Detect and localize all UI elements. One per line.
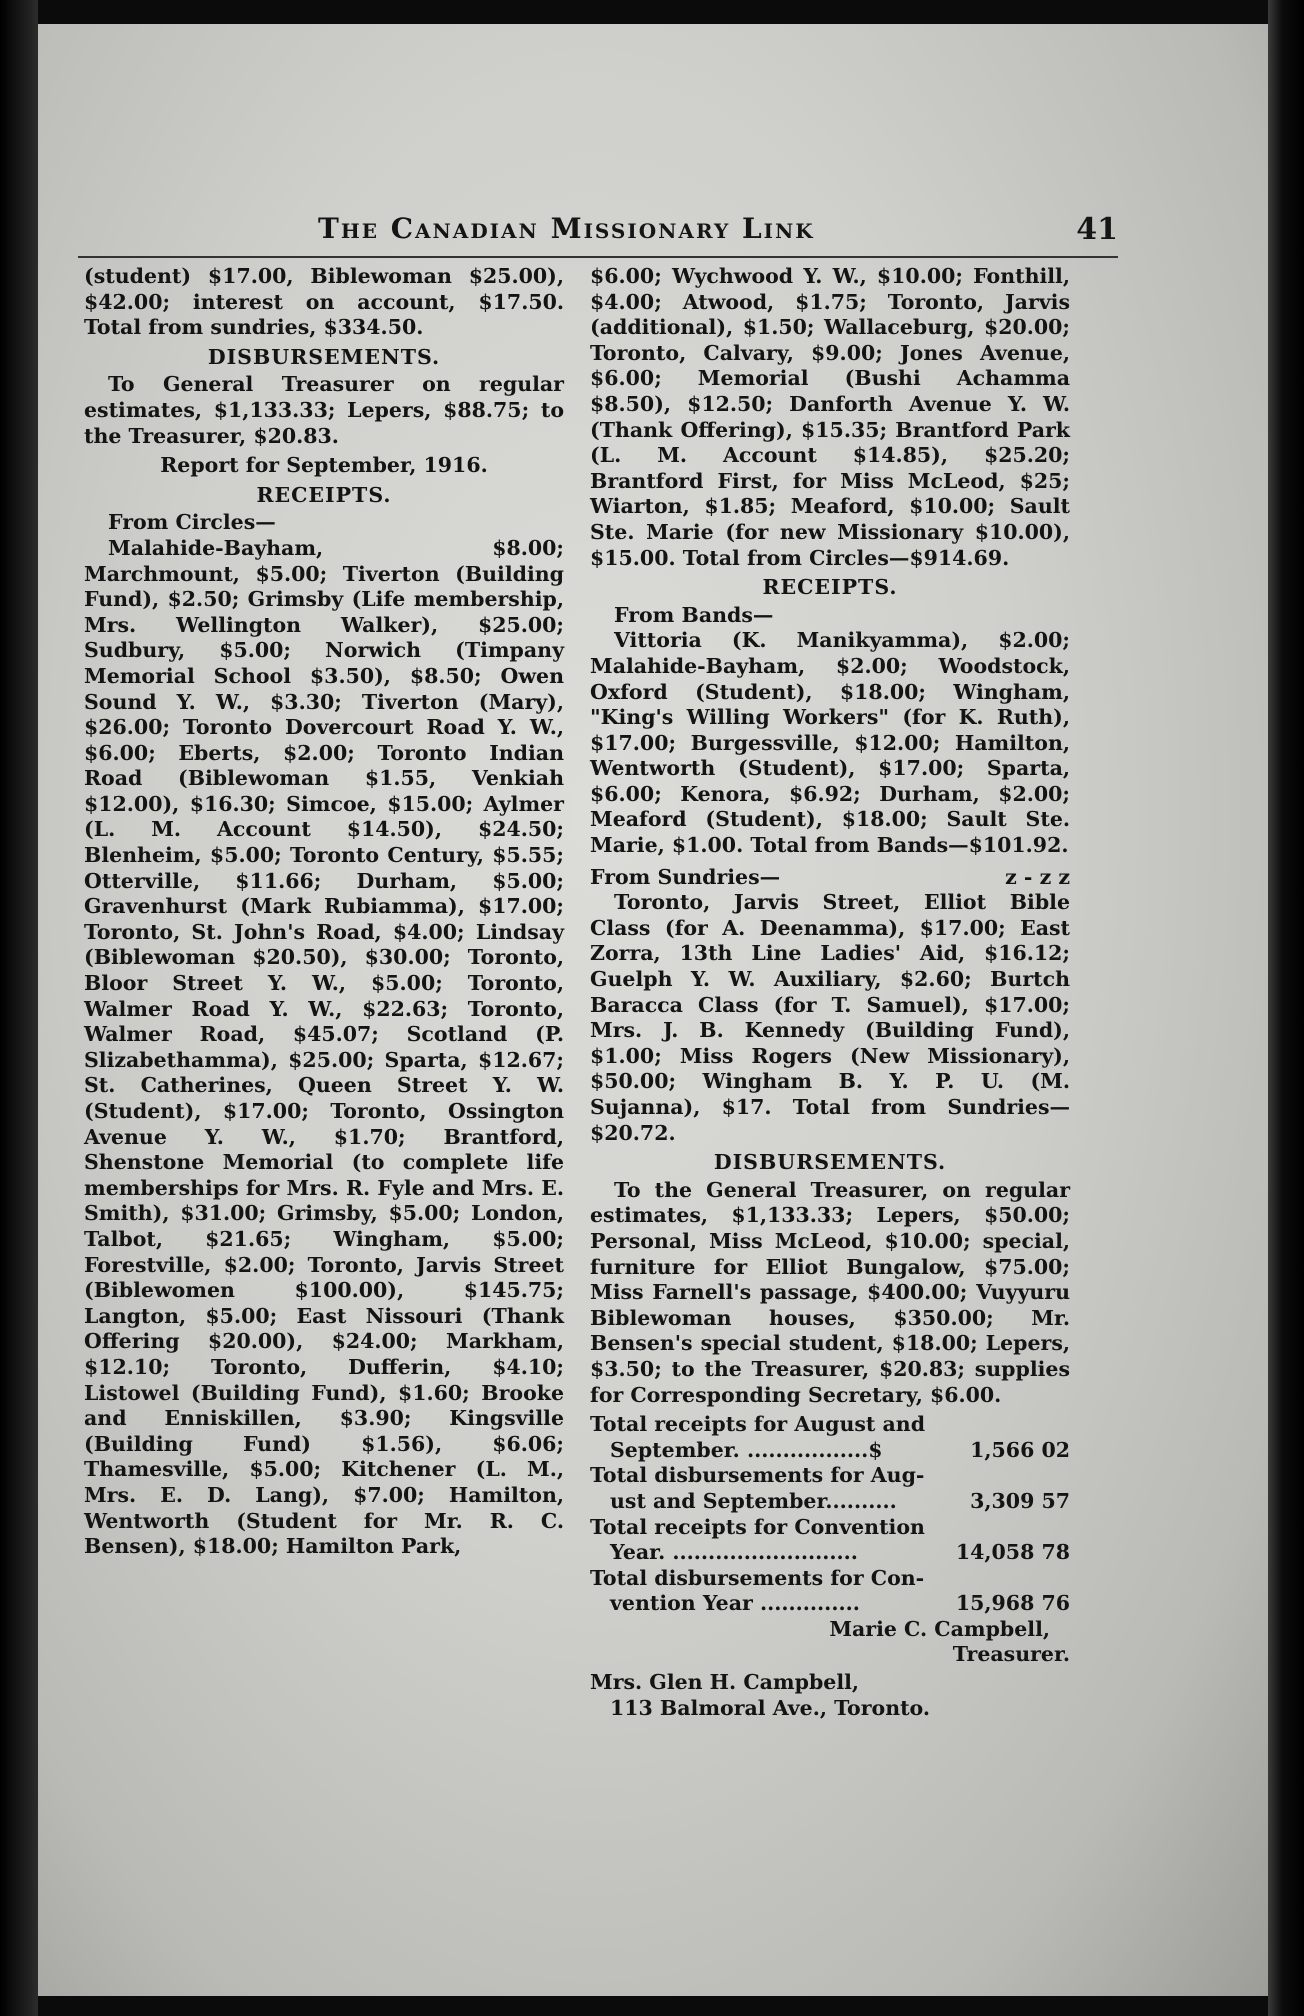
circles-receipts: Malahide-Bayham, $8.00; Marchmount, $5.00; Tiverton (Building Fund), $2.50; Grimsby (Life membership, Mrs. Wellington Walker), $25.00; Sudbury, $5.00; Norwich (Timpany Memorial School $3.50), $8.50; Owen Sound Y. W., $3.30; Tiverton (Mary), $26.00; Toronto Dovercourt Road Y. W., $6.00; Eberts, $2.00; Toronto Indian Road (Biblewoman $1.55, Venkiah $12.00), $16.30; Simcoe, $15.00; Aylmer (L. M. Account $14.50), $24.50; Blenheim, $5.00; Toronto Century, $5.55; Otterville, $11.66; Durham, $5.00; Gravenhurst (Mark Rubiamma), $17.00; Toronto, St. John's Road, $4.00; Lindsay (Biblewoman $20.50), $30.00; Toronto, Bloor Street Y. W., $5.00; Toronto, Walmer Road Y. W., $22.63; Toronto, Walmer Road, $45.07; Scotland (P. Slizabethamma), $25.00; Sparta, $12.67; St. Catherines, Queen Street Y. W. (Student), $17.00; Toronto, Ossington Avenue Y. W., $1.70; Brantford, Shenstone Memorial (to complete life memberships for Mrs. R. Fyle and Mrs. E. Smith), $31.00; Grimsby, $5.00; London, Talbot, $21.65; Wingham, $5.00; Forestville, $2.00; Toronto, Jarvis Street (Biblewomen $100.00), $145.75; Langton, $5.00; East Nissouri (Thank Offering $20.00), $24.00; Markham, $12.10; Toronto, Dufferin, $4.10; Listowel (Building Fund), $1.60; Brooke and Enniskillen, $3.90; Kingsville (Building Fund) $1.56), $6.06; Thamesville, $5.00; Kitchener (L. M., Mrs. E. D. Lang), $7.00; Hamilton, Wentworth (Student for Mr. R. C. Bensen), $18.00; Hamilton Park, <box>84 535 564 1559</box>
from-sundries-row <box>590 865 1070 891</box>
address-name: Mrs. Glen H. Campbell, <box>590 1670 860 1695</box>
total-label-cont: ust and September.......... <box>610 1488 897 1513</box>
disbursements-text-right: To the General Treasurer, on regular estimates, $1,133.33; Lepers, $50.00; Personal, Miss McLeod, $10.00; special, furniture for Elliot Bungalow, $75.00; Miss Farnell's passage, $400.00; Vuyyuru Biblewoman houses, $350.00; Mr. Bensen's special student, $18.00; Lepers, $3.50; to the Treasurer, $20.83; supplies for Corresponding Secretary, $6.00. <box>590 1177 1070 1407</box>
totals-block <box>590 1412 1070 1617</box>
scan-border-right <box>1268 0 1304 2016</box>
sundries-mark: z - z z <box>1005 864 1070 889</box>
total-label-cont: Year. .......................... <box>610 1540 858 1565</box>
total-amount: 1,566 02 <box>970 1437 1070 1462</box>
total-entry <box>590 1566 1070 1617</box>
total-label: Total disbursements for Con- <box>590 1565 925 1590</box>
document-page <box>38 24 1268 1996</box>
disbursements-text: To General Treasurer on regular estimates, $1,133.33; Lepers, $88.75; to the Treasurer, $20.83. <box>84 372 564 448</box>
sundries-receipts: Toronto, Jarvis Street, Elliot Bible Class (for A. Deenamma), $17.00; East Zorra, 13th Line Ladies' Aid, $16.12; Guelph Y. W. Auxiliary, $2.60; Burtch Baracca Class (for T. Samuel), $17.00; Mrs. J. B. Kennedy (Building Fund), $1.00; Miss Rogers (New Missionary), $50.00; Wingham B. Y. P. U. (M. Sujanna), $17. Total from Sundries—$20.72. <box>590 890 1070 1145</box>
report-heading: Report for September, 1916. <box>160 453 488 478</box>
total-label: Total disbursements for Aug- <box>590 1463 925 1488</box>
total-label: Total receipts for Convention <box>590 1514 925 1539</box>
page-header <box>318 212 1118 262</box>
right-column <box>590 264 1070 1721</box>
total-label: Total receipts for August and <box>590 1412 926 1437</box>
from-bands-label: From Bands— <box>614 602 774 627</box>
from-sundries-label: From Sundries— <box>590 864 781 889</box>
scan-border-left <box>0 0 38 2016</box>
address-street: 113 Balmoral Ave., Toronto. <box>610 1695 931 1720</box>
total-amount: 3,309 57 <box>970 1488 1070 1513</box>
header-rule <box>78 256 1118 258</box>
disbursements-heading: DISBURSEMENTS. <box>207 344 441 369</box>
total-label-cont: September. .................$ <box>610 1437 883 1462</box>
total-amount: 15,968 76 <box>955 1591 1070 1616</box>
circles-receipts-continued: $6.00; Wychwood Y. W., $10.00; Fonthill, $4.00; Atwood, $1.75; Toronto, Jarvis (additional), $1.50; Wallaceburg, $20.00; Toronto, Calvary, $9.00; Jones Avenue, $6.00; Memorial (Bushi Achamma $8.50), $12.50; Danforth Avenue Y. W. (Thank Offering), $15.35; Brantford Park (L. M. Account $14.85), $25.20; Brantford First, for Miss McLeod, $25; Wiarton, $1.85; Meaford, $10.00; Sault Ste. Marie (for new Missionary $10.00), $15.00. Total from Circles—$914.69. <box>590 264 1070 570</box>
receipts-heading: RECEIPTS. <box>256 482 392 507</box>
receipts-heading-bands: RECEIPTS. <box>762 575 898 600</box>
from-circles-label: From Circles— <box>108 510 276 535</box>
total-entry <box>590 1463 1070 1514</box>
address-block <box>590 1670 1070 1721</box>
left-column <box>84 264 564 1560</box>
running-title: The Canadian Missionary Link <box>318 212 815 245</box>
total-entry <box>590 1515 1070 1566</box>
signature-name: Marie C. Campbell, <box>829 1616 1050 1641</box>
total-label-cont: vention Year .............. <box>610 1591 860 1616</box>
total-amount: 14,058 78 <box>955 1540 1070 1565</box>
bands-receipts: Vittoria (K. Manikyamma), $2.00; Malahide-Bayham, $2.00; Woodstock, Oxford (Student), $18.00; Wingham, "King's Willing Workers" (for K. Ruth), $17.00; Burgessville, $12.00; Hamilton, Wentworth (Student), $17.00; Sparta, $6.00; Kenora, $6.92; Durham, $2.00; Meaford (Student), $18.00; Sault Ste. Marie, $1.00. Total from Bands—$101.92. <box>590 628 1070 858</box>
total-entry <box>590 1412 1070 1463</box>
sundries-carryover: (student) $17.00, Biblewoman $25.00), $42.00; interest on account, $17.50. Total from sundries, $334.50. <box>84 264 564 340</box>
signature-title: Treasurer. <box>952 1642 1070 1667</box>
disbursements-heading-right: DISBURSEMENTS. <box>713 1150 947 1175</box>
page-number: 41 <box>1076 212 1118 247</box>
